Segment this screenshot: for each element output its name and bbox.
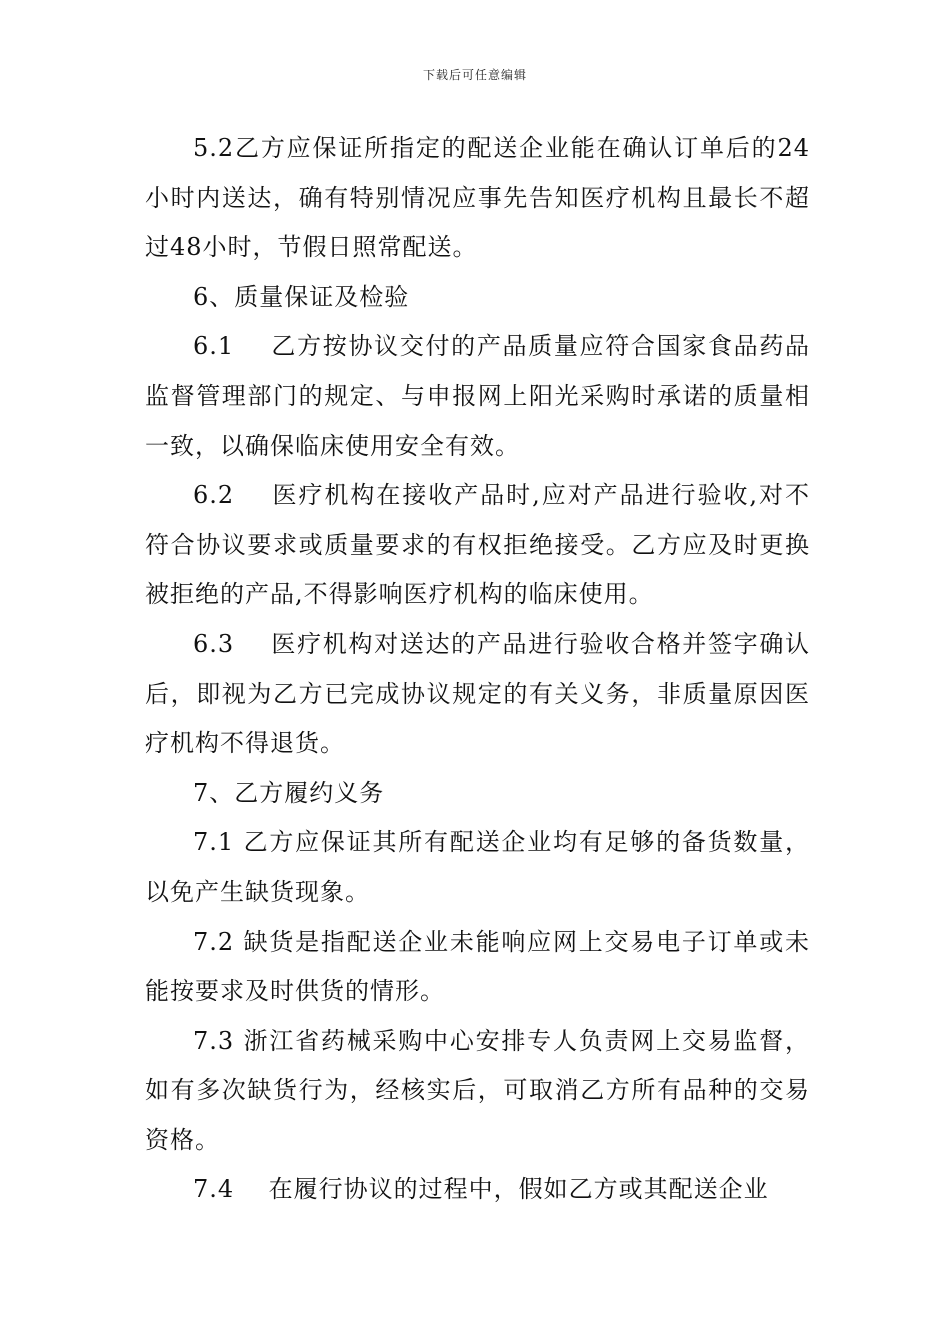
paragraph-7-2: 7.2 缺货是指配送企业未能响应网上交易电子订单或未能按要求及时供货的情形。: [145, 927, 810, 1006]
paragraph-7-4: 7.4 在履行协议的过程中，假如乙方或其配送企业: [193, 1175, 769, 1204]
paragraph-5-2: 5.2乙方应保证所指定的配送企业能在确认订单后的24小时内送达，确有特别情况应事先告知医疗机构且最长不超过48小时，节假日照常配送。: [145, 134, 810, 262]
paragraph-7-3: 7.3 浙江省药械采购中心安排专人负责网上交易监督，如有多次缺货行为，经核实后，可取消乙方所有品种的交易资格。: [145, 1026, 810, 1154]
document-body: [145, 124, 810, 1215]
paragraph-6-1: 6.1 乙方按协议交付的产品质量应符合国家食品药品监督管理部门的规定、与申报网上阳光采购时承诺的质量相一致，以确保临床使用安全有效。: [145, 332, 810, 460]
paragraph-7-1: 7.1 乙方应保证其所有配送企业均有足够的备货数量，以免产生缺货现象。: [145, 828, 810, 906]
header-note: 下载后可任意编辑: [422, 68, 527, 82]
section-heading-6: 6、质量保证及检验: [193, 282, 410, 311]
paragraph-6-2: 6.2 医疗机构在接收产品时,应对产品进行验收,对不符合协议要求或质量要求的有权拒绝接受。乙方应及时更换被拒绝的产品,不得影响医疗机构的临床使用。: [145, 481, 810, 609]
section-heading-7: 7、乙方履约义务: [193, 778, 385, 807]
paragraph-6-3: 6.3 医疗机构对送达的产品进行验收合格并签字确认后，即视为乙方已完成协议规定的有关义务，非质量原因医疗机构不得退货。: [145, 629, 810, 758]
